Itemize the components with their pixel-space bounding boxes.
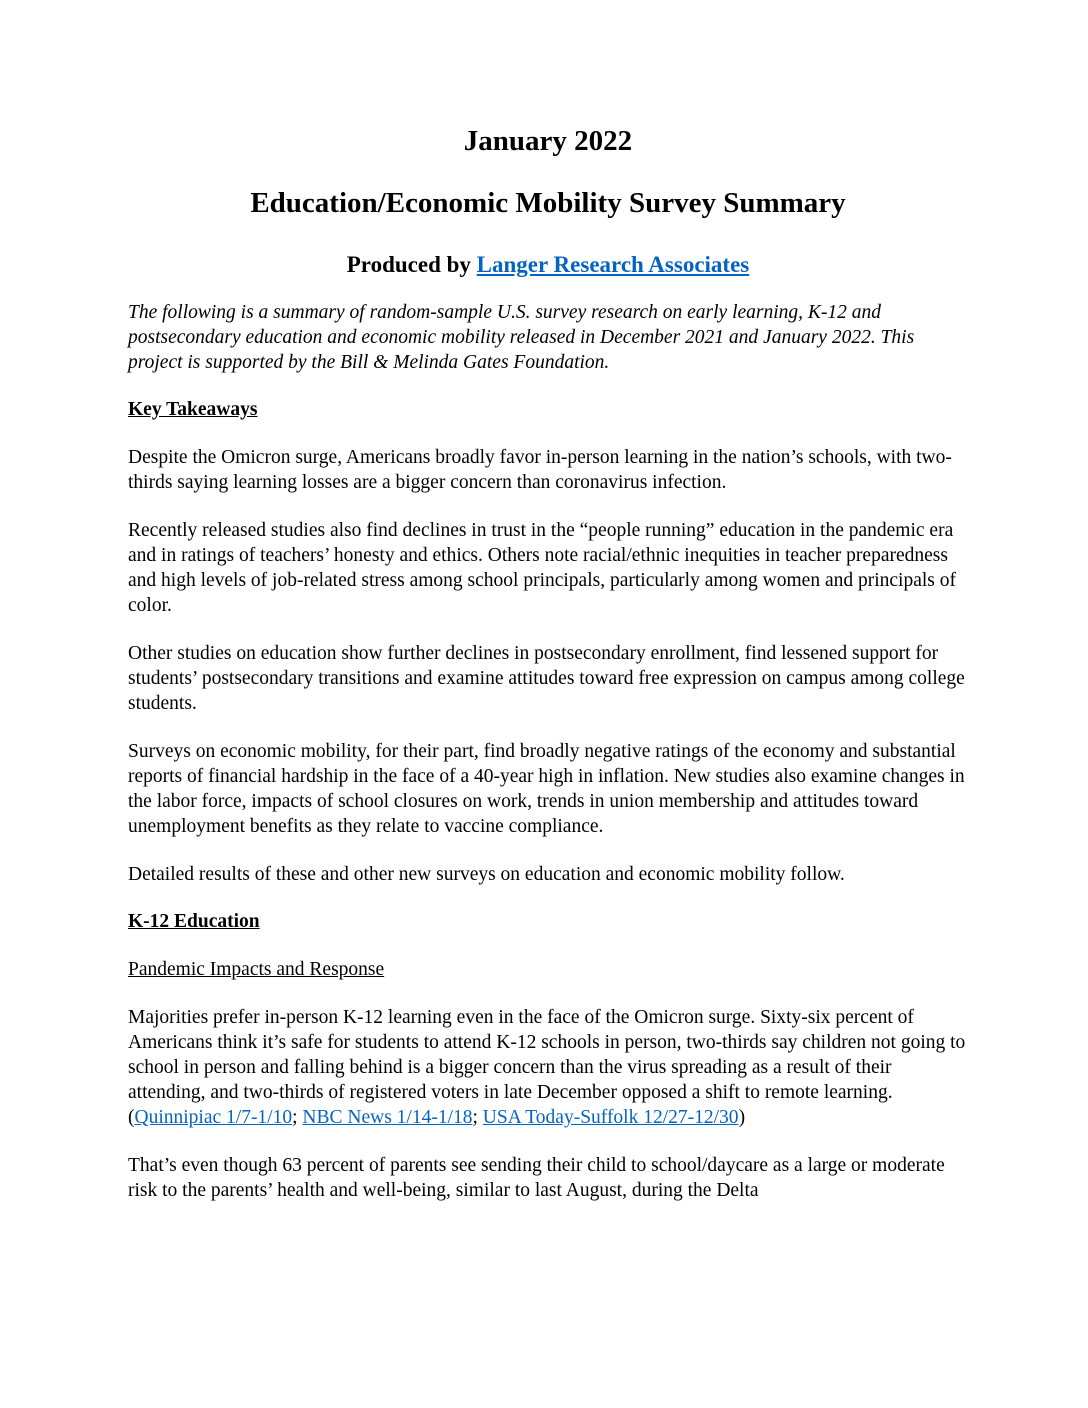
takeaway-paragraph: Recently released studies also find declines in trust in the “people running” education in the pandemic era and in ratings of teachers’ honesty and ethics. Others note racial/ethnic inequities in teacher preparedness and high levels of job-related stress among school principals, particularly among women and principals of color. — [128, 519, 956, 616]
pandemic-subheading: Pandemic Impacts and Response — [128, 958, 385, 980]
k12-paragraph: That’s even though 63 percent of parents see sending their child to school/daycare as a large or moderate risk to the parents’ health and well-being, similar to last August, during the Delta — [128, 1154, 945, 1201]
k12-heading: K-12 Education — [128, 910, 260, 932]
key-takeaways-heading: Key Takeaways — [128, 398, 258, 420]
takeaway-paragraph: Other studies on education show further declines in postsecondary enrollment, find lessened support for students’ postsecondary transitions and examine attitudes toward free expression on campus among college students. — [128, 642, 965, 714]
produced-by-label: Produced by — [346, 251, 471, 277]
link-separator: ; — [472, 1106, 483, 1128]
nbc-news-link[interactable]: NBC News 1/14-1/18 — [302, 1106, 473, 1128]
page-subtitle: Education/Economic Mobility Survey Summary — [250, 186, 846, 219]
document-content — [128, 126, 968, 1203]
link-separator: ; — [292, 1106, 303, 1128]
takeaway-paragraph: Surveys on economic mobility, for their part, find broadly negative ratings of the economy and substantial reports of financial hardship in the face of a 40-year high in inflation. New studies also examine changes in the labor force, impacts of school closures on work, trends in union membership and attitudes toward unemployment benefits as they relate to vaccine compliance. — [128, 740, 965, 837]
langer-research-link[interactable]: Langer Research Associates — [476, 251, 750, 277]
intro-paragraph: The following is a summary of random-sample U.S. survey research on early learning, K-12 and postsecondary education and economic mobility released in December 2021 and January 2022. This project is supported by the Bill & Melinda Gates Foundation. — [128, 301, 915, 373]
produced-by-line — [128, 252, 968, 278]
k12-paragraph-text: Majorities prefer in-person K-12 learning even in the face of the Omicron surge. Sixty-six percent of Americans think it’s safe for students to attend K-12 schools in person, two-thirds say children not going to school in person and falling behind is a bigger concern than the virus spreading as a result of their attending, and two-thirds of registered voters in late December opposed a shift to remote learning. ( — [128, 1006, 966, 1128]
usa-today-suffolk-link[interactable]: USA Today-Suffolk 12/27-12/30 — [482, 1106, 739, 1128]
takeaway-paragraph: Detailed results of these and other new surveys on education and economic mobility follow. — [128, 863, 845, 885]
closing-paren: ) — [738, 1106, 746, 1128]
k12-paragraph — [128, 1005, 968, 1130]
quinnipiac-link[interactable]: Quinnipiac 1/7-1/10 — [134, 1106, 293, 1128]
takeaway-paragraph: Despite the Omicron surge, Americans broadly favor in-person learning in the nation’s schools, with two-thirds saying learning losses are a bigger concern than coronavirus infection. — [128, 446, 952, 493]
page-title: January 2022 — [463, 125, 633, 157]
